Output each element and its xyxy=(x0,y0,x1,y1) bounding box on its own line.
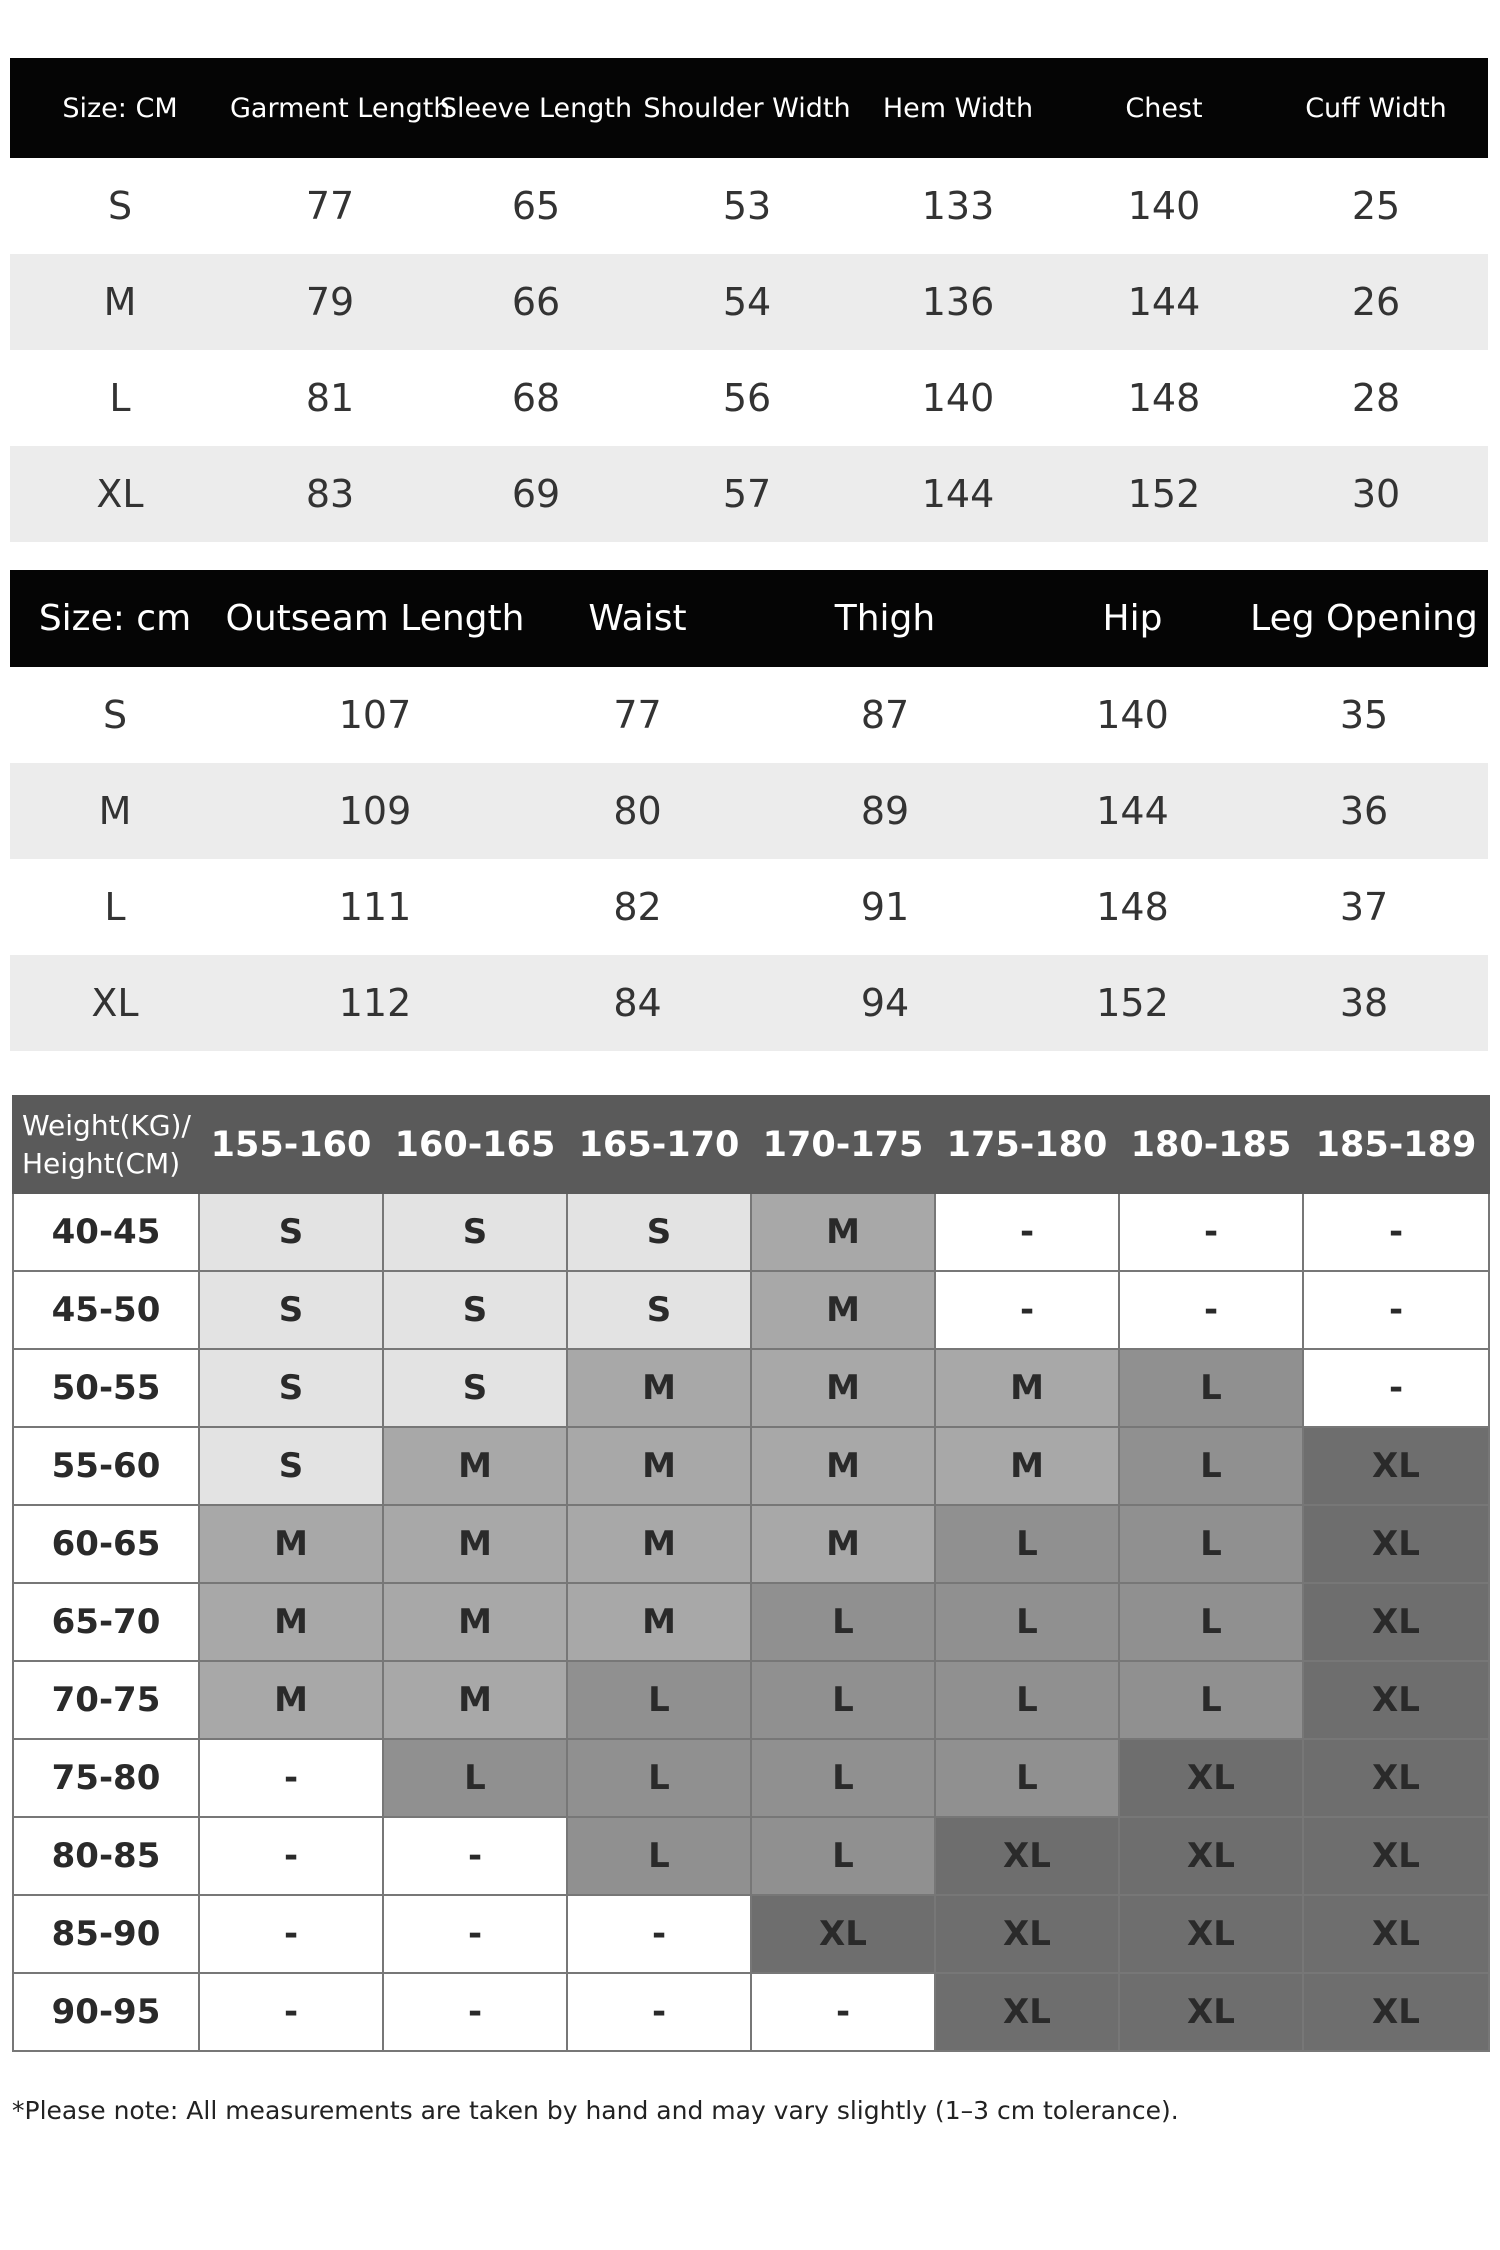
grid-size-cell: L xyxy=(1119,1583,1303,1661)
grid-size-cell: XL xyxy=(935,1895,1119,1973)
grid-size-cell: L xyxy=(935,1661,1119,1739)
grid-size-cell: - xyxy=(383,1973,567,2051)
grid-row xyxy=(13,1739,1489,1817)
table-cell: 136 xyxy=(921,280,995,324)
grid-size-cell: M xyxy=(751,1427,935,1505)
top-measurement-table xyxy=(10,58,1488,542)
grid-size-cell: S xyxy=(199,1271,383,1349)
table-cell: 152 xyxy=(1096,981,1169,1025)
table-row xyxy=(10,254,1488,350)
grid-body xyxy=(13,1193,1489,2051)
grid-size-cell: L xyxy=(567,1661,751,1739)
grid-size-cell: XL xyxy=(1119,1739,1303,1817)
table-cell: 57 xyxy=(722,472,772,516)
grid-size-cell: L xyxy=(1119,1349,1303,1427)
grid-size-cell: XL xyxy=(1119,1973,1303,2051)
grid-header-row xyxy=(13,1096,1489,1193)
grid-size-cell: M xyxy=(383,1661,567,1739)
table-cell: 91 xyxy=(860,885,910,929)
grid-weight-label: 55-60 xyxy=(13,1427,199,1505)
grid-height-header: 180-185 xyxy=(1119,1096,1303,1193)
grid-size-cell: M xyxy=(567,1427,751,1505)
grid-size-cell: L xyxy=(567,1817,751,1895)
table-cell: L xyxy=(104,885,126,929)
grid-size-cell: M xyxy=(751,1271,935,1349)
grid-size-cell: L xyxy=(751,1661,935,1739)
grid-size-cell: M xyxy=(935,1349,1119,1427)
pant-header-cell: Leg Opening xyxy=(1250,598,1478,639)
pant-table-body xyxy=(10,667,1488,1051)
pant-header-cell: Thigh xyxy=(834,598,936,639)
grid-height-header: 170-175 xyxy=(751,1096,935,1193)
grid-weight-label: 50-55 xyxy=(13,1349,199,1427)
top-header-cell: Garment Length xyxy=(230,92,451,124)
grid-size-cell: XL xyxy=(1303,1895,1489,1973)
table-cell: 89 xyxy=(860,789,910,833)
grid-size-cell: L xyxy=(567,1739,751,1817)
table-cell: 152 xyxy=(1127,472,1201,516)
table-cell: 144 xyxy=(1127,280,1201,324)
table-cell: 28 xyxy=(1351,376,1401,420)
grid-row xyxy=(13,1661,1489,1739)
grid-size-cell: S xyxy=(383,1271,567,1349)
table-row xyxy=(10,158,1488,254)
table-row xyxy=(10,763,1488,859)
grid-size-cell: L xyxy=(1119,1505,1303,1583)
table-cell: 87 xyxy=(860,693,910,737)
grid-size-cell: S xyxy=(383,1349,567,1427)
grid-size-cell: - xyxy=(935,1271,1119,1349)
grid-row xyxy=(13,1349,1489,1427)
grid-size-cell: XL xyxy=(1303,1973,1489,2051)
grid-weight-label: 75-80 xyxy=(13,1739,199,1817)
table-cell: 83 xyxy=(305,472,355,516)
grid-size-cell: L xyxy=(751,1583,935,1661)
corner-label-line2: Height(CM) xyxy=(22,1146,181,1180)
table-cell: 26 xyxy=(1351,280,1401,324)
size-recommendation-grid xyxy=(12,1095,1490,2052)
grid-size-cell: - xyxy=(1119,1193,1303,1271)
grid-size-cell: S xyxy=(383,1193,567,1271)
grid-row xyxy=(13,1895,1489,1973)
pant-header-cell: Waist xyxy=(588,598,687,639)
grid-size-cell: L xyxy=(1119,1427,1303,1505)
grid-size-cell: XL xyxy=(1303,1427,1489,1505)
pant-header-cell: Outseam Length xyxy=(225,598,525,639)
grid-size-cell: M xyxy=(567,1583,751,1661)
measurement-note: *Please note: All measurements are taken by hand and may vary slightly (1–3 cm tolerance). xyxy=(12,2096,1179,2125)
grid-size-cell: M xyxy=(751,1349,935,1427)
grid-size-cell: L xyxy=(383,1739,567,1817)
table-cell: 140 xyxy=(921,376,995,420)
table-cell: 77 xyxy=(305,184,355,228)
table-cell: 56 xyxy=(722,376,772,420)
grid-size-cell: - xyxy=(1303,1271,1489,1349)
grid-height-header: 175-180 xyxy=(935,1096,1119,1193)
grid-row xyxy=(13,1505,1489,1583)
grid-size-cell: - xyxy=(199,1817,383,1895)
grid-size-cell: L xyxy=(935,1583,1119,1661)
grid-size-cell: - xyxy=(567,1895,751,1973)
grid-corner-label xyxy=(13,1096,199,1193)
table-row xyxy=(10,350,1488,446)
table-cell: 77 xyxy=(613,693,662,737)
top-header-cell: Size: CM xyxy=(62,92,178,124)
grid-size-cell: M xyxy=(935,1427,1119,1505)
top-header-cell: Hem Width xyxy=(882,92,1034,124)
grid-weight-label: 65-70 xyxy=(13,1583,199,1661)
table-row xyxy=(10,859,1488,955)
corner-label-line1: Weight(KG)/ xyxy=(22,1108,191,1142)
grid-weight-label: 70-75 xyxy=(13,1661,199,1739)
grid-size-cell: M xyxy=(383,1505,567,1583)
table-cell: 144 xyxy=(921,472,995,516)
table-cell: 38 xyxy=(1339,981,1389,1025)
table-cell: XL xyxy=(91,981,139,1025)
grid-size-cell: M xyxy=(199,1505,383,1583)
grid-size-cell: XL xyxy=(935,1817,1119,1895)
grid-size-cell: S xyxy=(199,1349,383,1427)
grid-size-cell: - xyxy=(199,1973,383,2051)
table-cell: 65 xyxy=(511,184,561,228)
grid-size-cell: L xyxy=(751,1739,935,1817)
grid-size-cell: - xyxy=(199,1895,383,1973)
grid-size-cell: XL xyxy=(1119,1817,1303,1895)
table-cell: 68 xyxy=(511,376,561,420)
table-cell: XL xyxy=(96,472,144,516)
grid-size-cell: M xyxy=(199,1661,383,1739)
grid-size-cell: XL xyxy=(1303,1505,1489,1583)
table-cell: 112 xyxy=(338,981,412,1025)
table-cell: 82 xyxy=(613,885,662,929)
grid-size-cell: M xyxy=(567,1505,751,1583)
grid-height-header: 185-189 xyxy=(1303,1096,1489,1193)
top-table-header xyxy=(10,58,1488,158)
table-cell: 30 xyxy=(1351,472,1401,516)
grid-row xyxy=(13,1271,1489,1349)
table-cell: 148 xyxy=(1096,885,1169,929)
table-row xyxy=(10,446,1488,542)
table-cell: 148 xyxy=(1127,376,1201,420)
grid-weight-label: 85-90 xyxy=(13,1895,199,1973)
table-cell: 81 xyxy=(305,376,355,420)
table-cell: 109 xyxy=(338,789,412,833)
grid-size-cell: XL xyxy=(1303,1583,1489,1661)
grid-size-cell: XL xyxy=(751,1895,935,1973)
grid-size-cell: XL xyxy=(1303,1739,1489,1817)
table-cell: L xyxy=(109,376,131,420)
pant-table-header xyxy=(10,570,1488,667)
grid-size-cell: L xyxy=(935,1505,1119,1583)
table-cell: 140 xyxy=(1096,693,1169,737)
grid-row xyxy=(13,1817,1489,1895)
grid-weight-label: 40-45 xyxy=(13,1193,199,1271)
grid-height-header: 160-165 xyxy=(383,1096,567,1193)
grid-size-cell: - xyxy=(383,1895,567,1973)
table-cell: 144 xyxy=(1096,789,1169,833)
grid-size-cell: L xyxy=(935,1739,1119,1817)
table-cell: 133 xyxy=(921,184,995,228)
table-cell: 84 xyxy=(613,981,662,1025)
table-cell: 94 xyxy=(860,981,910,1025)
table-cell: 66 xyxy=(511,280,561,324)
table-cell: 54 xyxy=(722,280,772,324)
table-cell: 53 xyxy=(722,184,772,228)
top-header-cell: Shoulder Width xyxy=(643,92,851,124)
table-cell: 35 xyxy=(1339,693,1389,737)
top-header-cell: Chest xyxy=(1125,92,1203,124)
grid-size-cell: XL xyxy=(935,1973,1119,2051)
table-cell: S xyxy=(102,693,128,737)
grid-size-cell: S xyxy=(199,1427,383,1505)
grid-weight-label: 45-50 xyxy=(13,1271,199,1349)
grid-size-cell: S xyxy=(567,1271,751,1349)
top-table-body xyxy=(10,158,1488,542)
grid-height-header: 165-170 xyxy=(567,1096,751,1193)
table-cell: 79 xyxy=(305,280,355,324)
grid-size-cell: - xyxy=(935,1193,1119,1271)
table-cell: M xyxy=(103,280,137,324)
grid-size-cell: M xyxy=(751,1505,935,1583)
table-cell: S xyxy=(107,184,133,228)
grid-size-cell: - xyxy=(199,1739,383,1817)
grid-size-cell: - xyxy=(1119,1271,1303,1349)
grid-size-cell: M xyxy=(199,1583,383,1661)
table-cell: 107 xyxy=(338,693,412,737)
pant-header-cell: Hip xyxy=(1102,598,1163,639)
grid-size-cell: - xyxy=(567,1973,751,2051)
table-cell: 36 xyxy=(1339,789,1389,833)
table-row xyxy=(10,667,1488,763)
table-cell: 25 xyxy=(1351,184,1401,228)
grid-row xyxy=(13,1973,1489,2051)
pant-header-cell: Size: cm xyxy=(38,598,192,639)
grid-row xyxy=(13,1583,1489,1661)
table-cell: M xyxy=(98,789,132,833)
grid-row xyxy=(13,1427,1489,1505)
grid-size-cell: M xyxy=(383,1583,567,1661)
grid-size-cell: - xyxy=(751,1973,935,2051)
top-header-cell: Cuff Width xyxy=(1305,92,1447,124)
grid-row xyxy=(13,1193,1489,1271)
grid-weight-label: 60-65 xyxy=(13,1505,199,1583)
grid-size-cell: M xyxy=(751,1193,935,1271)
grid-size-cell: XL xyxy=(1119,1895,1303,1973)
grid-size-cell: - xyxy=(383,1817,567,1895)
grid-size-cell: XL xyxy=(1303,1817,1489,1895)
grid-height-header: 155-160 xyxy=(199,1096,383,1193)
grid-size-cell: L xyxy=(751,1817,935,1895)
grid-size-cell: M xyxy=(383,1427,567,1505)
grid-size-cell: XL xyxy=(1303,1661,1489,1739)
grid-size-cell: - xyxy=(1303,1349,1489,1427)
grid-weight-label: 80-85 xyxy=(13,1817,199,1895)
table-cell: 140 xyxy=(1127,184,1201,228)
grid-size-cell: M xyxy=(567,1349,751,1427)
grid-size-cell: S xyxy=(567,1193,751,1271)
table-cell: 37 xyxy=(1339,885,1389,929)
pant-measurement-table xyxy=(10,570,1488,1051)
table-cell: 69 xyxy=(511,472,561,516)
grid-size-cell: L xyxy=(1119,1661,1303,1739)
grid-size-cell: S xyxy=(199,1193,383,1271)
table-row xyxy=(10,955,1488,1051)
table-cell: 111 xyxy=(338,885,412,929)
grid-weight-label: 90-95 xyxy=(13,1973,199,2051)
top-header-cell: Sleeve Length xyxy=(439,92,633,124)
grid-size-cell: - xyxy=(1303,1193,1489,1271)
table-cell: 80 xyxy=(613,789,662,833)
